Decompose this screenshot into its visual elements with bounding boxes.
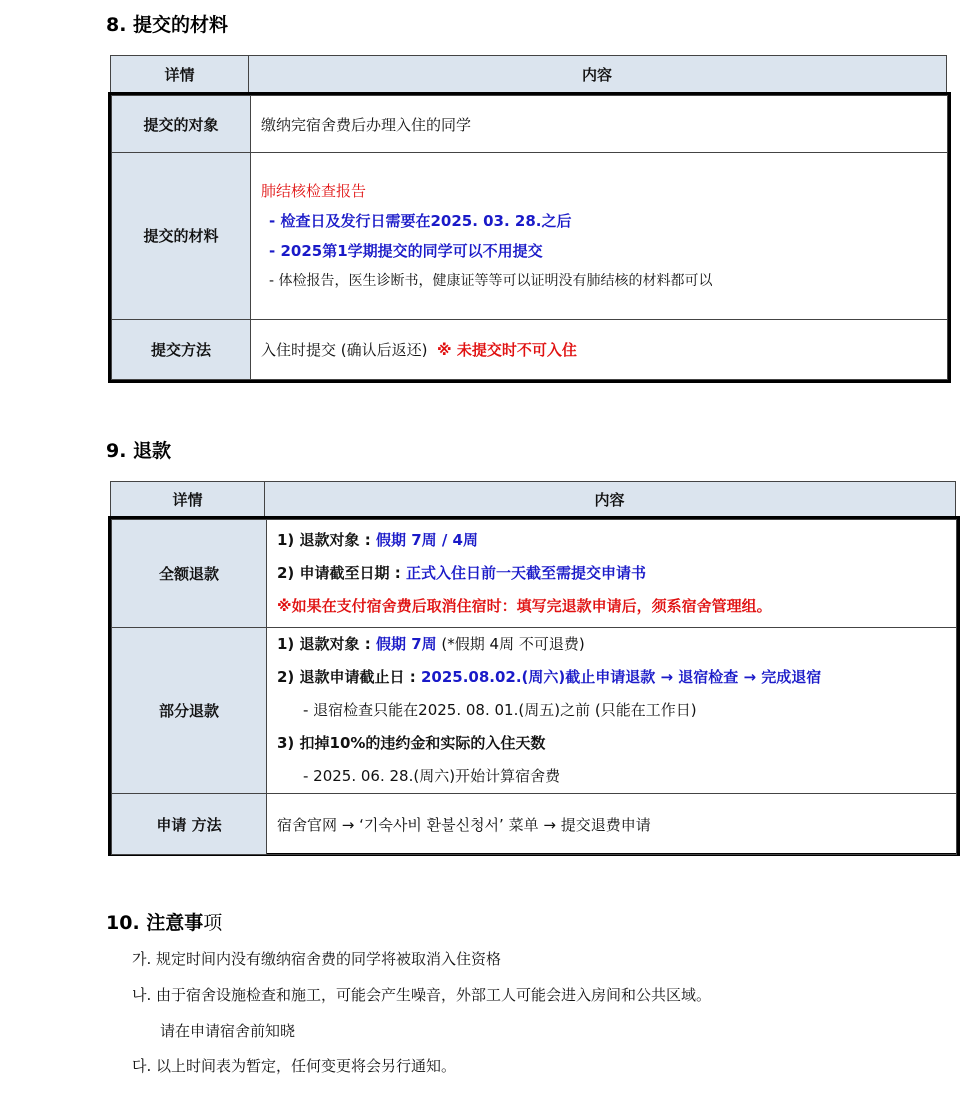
header-detail: 详情 [111,482,265,517]
full-refund-note: ※如果在支付宿舍费后取消住宿时：填写完退款申请后，须系宿舍管理组。 [277,597,772,615]
header-detail: 详情 [111,56,249,92]
materials-line-2: - 2025第1学期提交的同学可以不用提交 [269,241,543,260]
section-9-header [110,481,956,518]
method-warning: ※ 未提交时不可入住 [437,340,577,359]
section-8-title: 8. 提交的材料 [106,14,229,36]
row-value-target: 缴纳完宿舍费后办理入住的同学 [251,96,948,153]
section-8-table [108,92,951,383]
row-value-method: 入住时提交 (确认后返还) ※ 未提交时不可入住 [251,319,948,379]
row-label-partial-refund: 部分退款 [112,628,267,794]
row-label-target: 提交的对象 [112,96,251,153]
row-value-materials [251,153,948,320]
row-value-apply-method: 宿舍官网 → ‘기숙사비 환불신청서’ 菜单 → 提交退费申请 [267,794,957,855]
header-content: 内容 [594,491,625,509]
note-1: 가. 规定时间内没有缴纳宿舍费的同学将被取消入住资格 [132,950,502,968]
section-9-table [108,516,960,856]
row-label-method: 提交方法 [112,319,251,379]
note-2: 나. 由于宿舍设施检查和施工，可能会产生噪音，外部工人可能会进入房间和公共区域。 [132,986,712,1004]
note-2-continued: 请在申请宿舍前知晓 [160,1022,296,1040]
materials-title: 肺结核检查报告 [261,181,367,200]
row-value-partial-refund: 1) 退款对象 : 假期 7周 (*假期 4周 不可退费) 2) 退款申请截止日 : 2025.08.02.(周六)截止申请退款 → 退宿检查 → 完成退宿 - 退宿检查只能在2025. 08. 01.(周五)之前 (只能在工作日) 3) 扣掉10%的违约金和实际的入住天数 - 2025. 06. 28.(周六)开始计算宿舍费 [267,628,957,794]
materials-line-1: - 检查日及发行日需要在2025. 03. 28.之后 [269,211,572,230]
row-value-full-refund: 1) 退款对象 : 假期 7周 / 4周 2) 申请截至日期 : 正式入住日前一天截至需提交申请书 ※如果在支付宿舍费后取消住宿时：填写完退款申请后，须系宿舍管理组。 [267,520,957,628]
note-3: 다. 以上时间表为暂定，任何变更将会另行通知。 [132,1057,457,1075]
row-label-apply-method: 申请 方法 [112,794,267,855]
section-9-title: 9. 退款 [106,440,172,462]
row-label-materials: 提交的材料 [112,153,251,320]
row-label-full-refund: 全额退款 [112,520,267,628]
header-content: 内容 [581,65,612,84]
materials-line-3: - 体检报告，医生诊断书，健康证等等可以证明没有肺结核的材料都可以 [269,272,713,289]
section-10-title: 10. 注意事项 [106,912,223,934]
section-8-header [110,55,947,93]
